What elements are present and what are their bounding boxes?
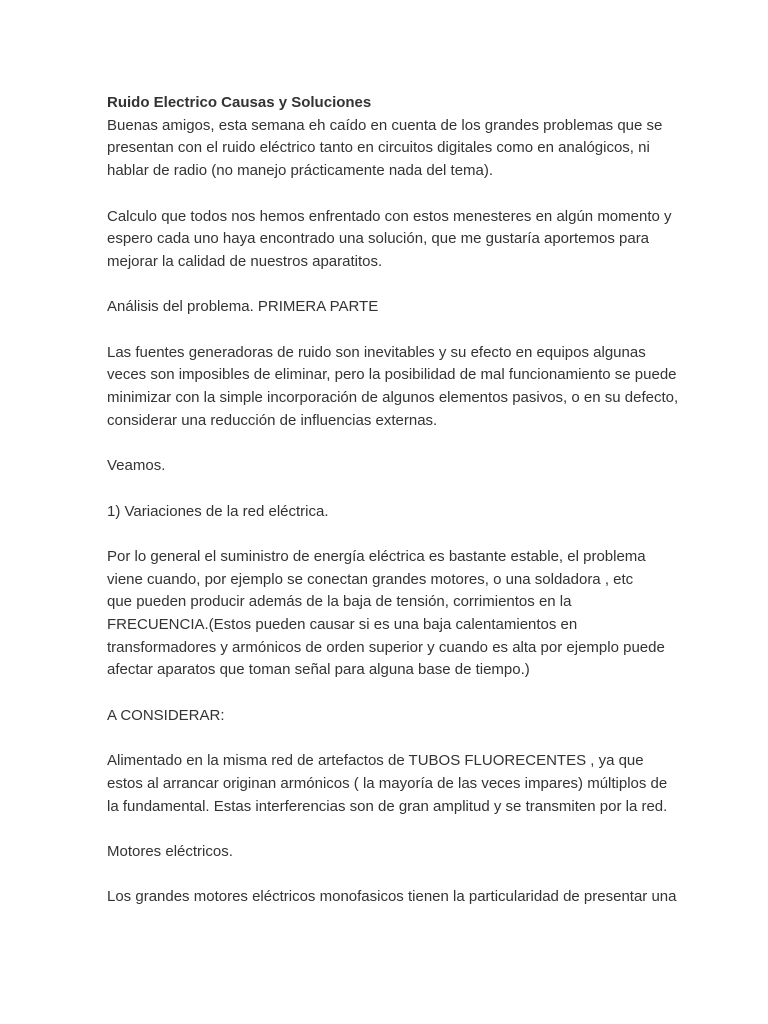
paragraph [107, 705, 697, 728]
paragraph-line: Análisis del problema. PRIMERA PARTE [107, 298, 379, 316]
paragraph [107, 455, 697, 478]
paragraph-line: transformadores y armónicos de orden superior y cuando es alta por ejemplo puede [107, 638, 665, 656]
paragraph-line: la fundamental. Estas interferencias son de gran amplitud y se transmiten por la red. [107, 797, 668, 815]
paragraph [107, 115, 697, 183]
paragraph-line: minimizar con la simple incorporación de algunos elementos pasivos, o en su defecto, [107, 389, 679, 407]
paragraph-line: 1) Variaciones de la red eléctrica. [107, 502, 329, 520]
paragraph-line: Los grandes motores eléctricos monofasicos tienen la particularidad de presentar una [107, 888, 677, 906]
paragraph-line: considerar una reducción de influencias externas. [107, 411, 438, 429]
paragraph-line: espero cada uno haya encontrado una solución, que me gustaría aportemos para [107, 230, 650, 248]
paragraph-line: Alimentado en la misma red de artefactos de TUBOS FLUORECENTES , ya que [107, 752, 644, 770]
paragraph-line: Las fuentes generadoras de ruido son inevitables y su efecto en equipos algunas [107, 343, 646, 361]
paragraph [107, 296, 697, 319]
paragraph-line: A CONSIDERAR: [107, 706, 225, 724]
paragraph-line: veces son imposibles de eliminar, pero la posibilidad de mal funcionamiento se puede [107, 366, 677, 384]
paragraph-line: presentan con el ruido eléctrico tanto en circuitos digitales como en analógicos, ni [107, 139, 650, 157]
paragraph-line: estos al arrancar originan armónicos ( la mayoría de las veces impares) múltiplos de [107, 774, 668, 792]
paragraph-line: FRECUENCIA.(Estos pueden causar si es una baja calentamientos en [107, 616, 578, 634]
paragraph-line: hablar de radio (no manejo prácticamente nada del tema). [107, 162, 494, 180]
paragraph-line: Por lo general el suministro de energía eléctrica es bastante estable, el problema [107, 547, 646, 565]
paragraph-line: Motores eléctricos. [107, 843, 233, 861]
paragraph-line: Calculo que todos nos hemos enfrentado con estos menesteres en algún momento y [107, 207, 672, 225]
document-page [107, 92, 697, 932]
paragraph-line: viene cuando, por ejemplo se conectan grandes motores, o una soldadora , etc [107, 570, 634, 588]
paragraph [107, 342, 697, 433]
paragraph-line: mejorar la calidad de nuestros aparatitos. [107, 252, 383, 270]
paragraph [107, 206, 697, 274]
document-title: Ruido Electrico Causas y Soluciones [107, 94, 372, 111]
paragraph [107, 886, 697, 909]
paragraph-line: que pueden producir además de la baja de tensión, corrimientos en la [107, 593, 572, 611]
paragraph [107, 546, 697, 682]
document-body [107, 115, 697, 909]
paragraph-line: Buenas amigos, esta semana eh caído en cuenta de los grandes problemas que se [107, 116, 663, 134]
paragraph [107, 501, 697, 524]
paragraph-line: afectar aparatos que toman señal para alguna base de tiempo.) [107, 661, 530, 679]
paragraph [107, 841, 697, 864]
paragraph [107, 750, 697, 818]
paragraph-line: Veamos. [107, 457, 166, 475]
